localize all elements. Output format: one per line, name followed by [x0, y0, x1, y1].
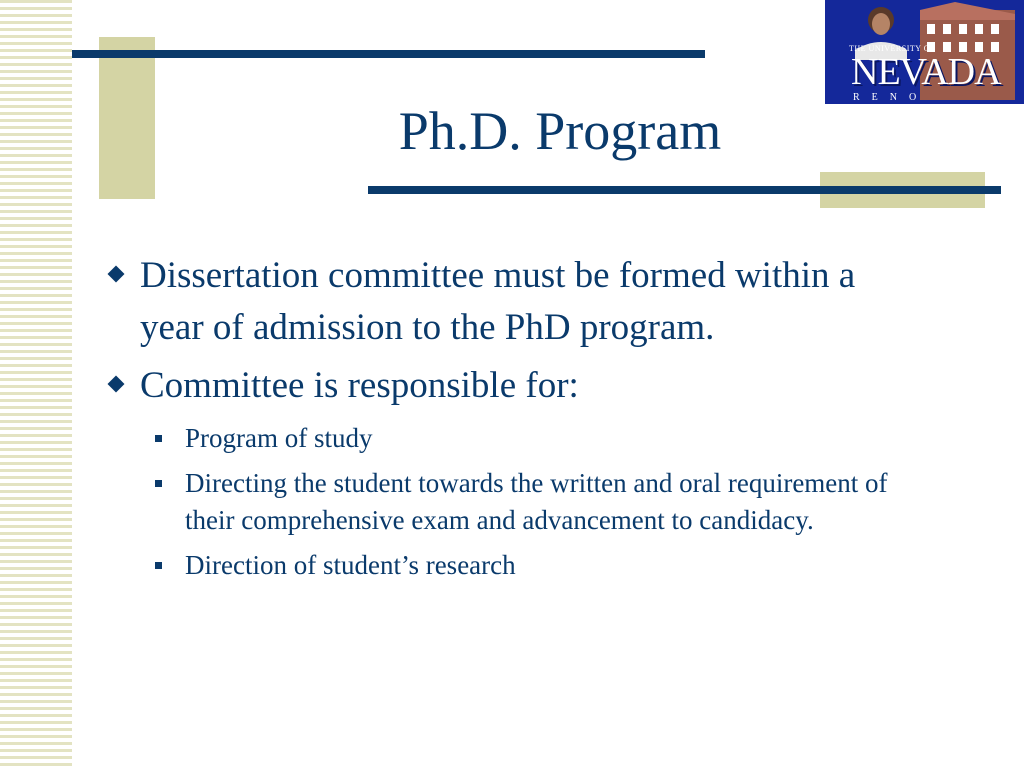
bullet-item: [100, 360, 900, 584]
bullet-item: [100, 250, 900, 354]
top-rule: [72, 50, 705, 58]
square-bullet-icon: [155, 435, 162, 442]
tan-vertical-block: [99, 37, 155, 199]
square-bullet-icon: [155, 480, 162, 487]
page-title: Ph.D. Program: [398, 101, 722, 161]
bottom-rule: [368, 186, 1001, 194]
bullet-text: Committee is responsible for:: [140, 365, 579, 406]
university-logo: [825, 0, 1024, 104]
diamond-bullet-icon: [108, 266, 125, 283]
left-stripe-decoration: [0, 0, 72, 768]
sub-bullet-list: [140, 420, 900, 584]
bullet-text: Dissertation committee must be formed within a year of admission to the PhD program.: [140, 255, 856, 348]
sub-bullet-text: Program of study: [185, 423, 373, 453]
sub-bullet-text: Direction of student’s research: [185, 550, 516, 580]
logo-subtext: RENO: [853, 92, 929, 103]
bullet-list: [100, 250, 900, 592]
square-bullet-icon: [155, 562, 162, 569]
sub-bullet-item: [140, 465, 900, 539]
sub-bullet-item: [140, 547, 900, 584]
logo-name: NEVADA: [851, 51, 1001, 93]
sub-bullet-item: [140, 420, 900, 457]
sub-bullet-text: Directing the student towards the written and oral requirement of their comprehensive exam and advancement to candidacy.: [185, 468, 888, 535]
logo-small-text: THE UNIVERSITY OF: [849, 44, 935, 53]
diamond-bullet-icon: [108, 376, 125, 393]
